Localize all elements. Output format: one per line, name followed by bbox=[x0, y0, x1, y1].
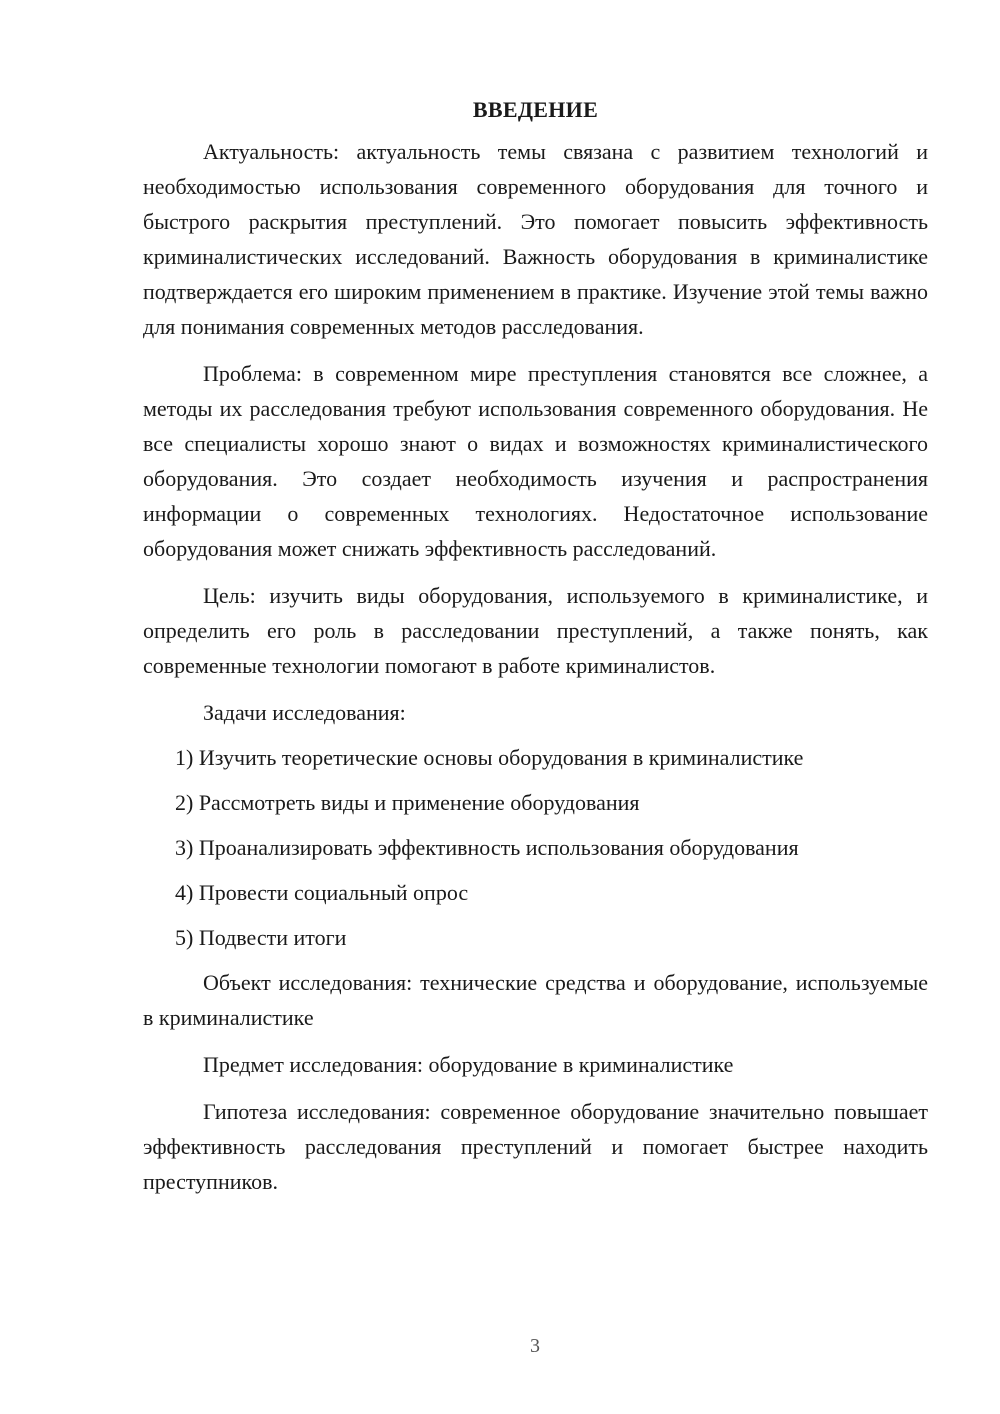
paragraph-subject: Предмет исследования: оборудование в криминалистике bbox=[203, 1052, 734, 1077]
list-item: 1) Изучить теоретические основы оборудования в криминалистике bbox=[175, 745, 804, 770]
list-item: 4) Провести социальный опрос bbox=[175, 880, 469, 905]
paragraph-object: Объект исследования: технические средства и оборудование, используемые в криминалистике bbox=[143, 970, 928, 1030]
list-item: 5) Подвести итоги bbox=[175, 925, 347, 950]
tasks-heading: Задачи исследования: bbox=[203, 700, 406, 725]
paragraph-relevance: Актуальность: актуальность темы связана с развитием технологий и необходимостью использования современного оборудования для точного и быстрого раскрытия преступлений. Это помогает повысить эффективность криминалистических исследований. Важность оборудования в криминалистике подтверждается его широким применением в практике. Изучение этой темы важно для понимания современных методов расследования. bbox=[143, 139, 928, 339]
paragraph-goal: Цель: изучить виды оборудования, используемого в криминалистике, и определить его роль в расследовании преступлений, а также понять, как современные технологии помогают в работе криминалистов. bbox=[143, 583, 928, 678]
list-item: 2) Рассмотреть виды и применение оборудования bbox=[175, 790, 640, 815]
list-item: 3) Проанализировать эффективность использования оборудования bbox=[175, 835, 799, 860]
paragraph-problem: Проблема: в современном мире преступления становятся все сложнее, а методы их расследования требуют использования современного оборудования. Не все специалисты хорошо знают о видах и возможностях криминалистического оборудования. Это создает необходимость изучения и распространения информации о современных технологиях. Недостаточное использование оборудования может снижать эффективность расследований. bbox=[143, 361, 928, 561]
section-title: ВВЕДЕНИЕ bbox=[472, 97, 599, 122]
page-content bbox=[143, 92, 928, 1211]
page-number: 3 bbox=[530, 1335, 540, 1357]
paragraph-hypothesis: Гипотеза исследования: современное оборудование значительно повышает эффективность расследования преступлений и помогает быстрее находить преступников. bbox=[143, 1099, 928, 1194]
tasks-list bbox=[143, 740, 928, 955]
